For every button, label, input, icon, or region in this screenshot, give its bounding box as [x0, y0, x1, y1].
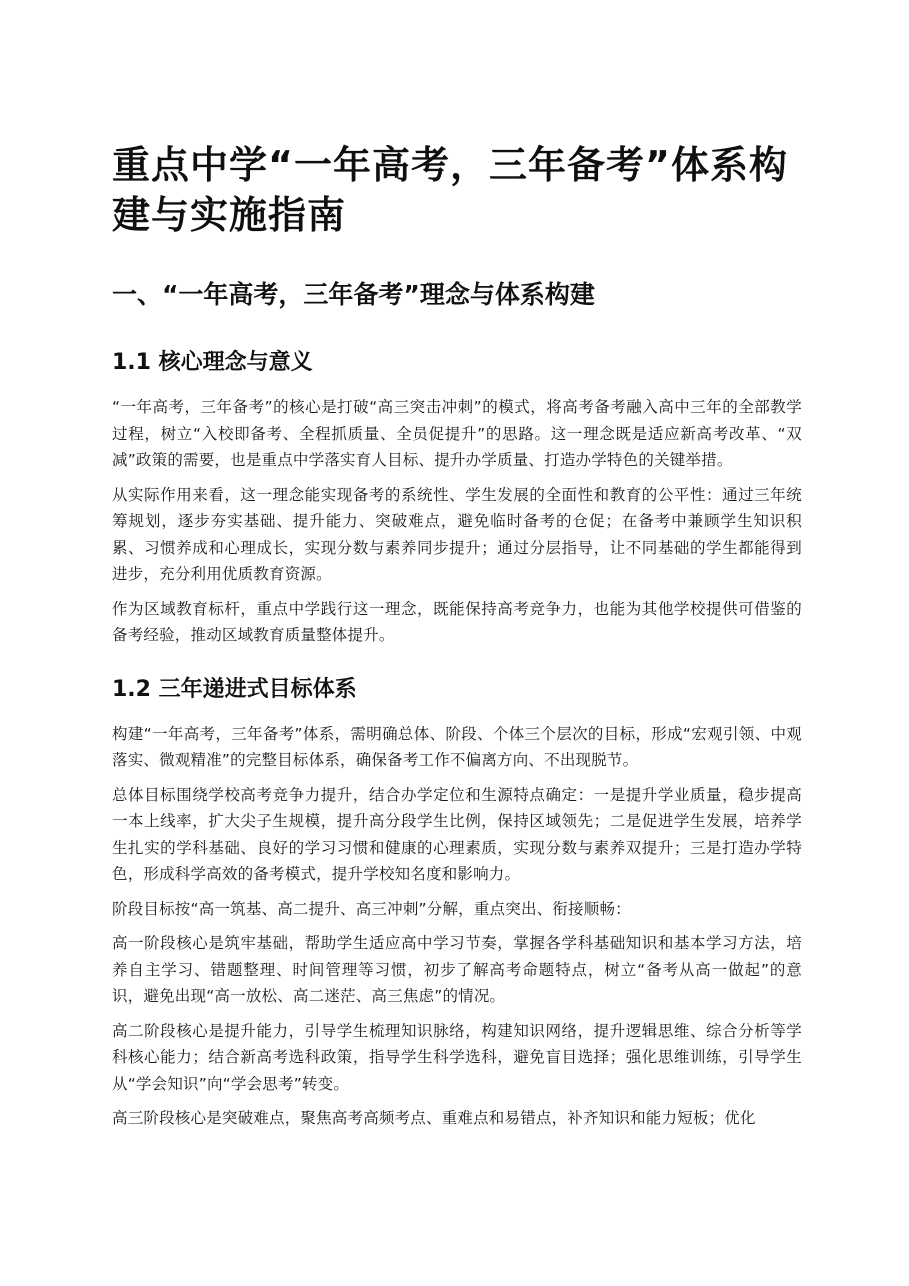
section-heading-1: 一、“一年高考，三年备考”理念与体系构建	[112, 280, 595, 309]
paragraph: “一年高考，三年备考”的核心是打破“高三突击冲刺”的模式，将高考备考融入高中三年的全部教学过程，树立“入校即备考、全程抓质量、全员促提升”的思路。这一理念既是适应新高考改革、“双减”政策的需要，也是重点中学落实育人目标、提升办学质量、打造办学特色的关键举措。	[112, 398, 802, 469]
paragraph: 高一阶段核心是筑牢基础，帮助学生适应高中学习节奏，掌握各学科基础知识和基本学习方法，培养自主学习、错题整理、时间管理等习惯，初步了解高考命题特点，树立“备考从高一做起”的意识，避免出现“高一放松、高二迷茫、高三焦虑”的情况。	[112, 934, 802, 1005]
paragraph: 作为区域教育标杆，重点中学践行这一理念，既能保持高考竞争力，也能为其他学校提供可借鉴的备考经验，推动区域教育质量整体提升。	[112, 599, 802, 644]
subsection-heading-1-1: 1.1 核心理念与意义	[112, 350, 313, 375]
paragraph: 构建“一年高考，三年备考”体系，需明确总体、阶段、个体三个层次的目标，形成“宏观引领、中观落实、微观精准”的完整目标体系，确保备考工作不偏离方向、不出现脱节。	[112, 724, 802, 769]
subsection-heading-1-2: 1.2 三年递进式目标体系	[112, 676, 357, 702]
document-title: 重点中学“一年高考，三年备考”体系构建与实施指南	[112, 143, 788, 237]
document-page	[112, 140, 802, 1132]
paragraph: 高三阶段核心是突破难点，聚焦高考高频考点、重难点和易错点，补齐知识和能力短板；优化	[112, 1109, 756, 1127]
paragraph: 高二阶段核心是提升能力，引导学生梳理知识脉络，构建知识网络，提升逻辑思维、综合分析等学科核心能力；结合新高考选科政策，指导学生科学选科，避免盲目选择；强化思维训练，引导学生从“学会知识”向“学会思考”转变。	[112, 1021, 802, 1093]
paragraph: 从实际作用来看，这一理念能实现备考的系统性、学生发展的全面性和教育的公平性：通过三年统筹规划，逐步夯实基础、提升能力、突破难点，避免临时备考的仓促；在备考中兼顾学生知识积累、习惯养成和心理成长，实现分数与素养同步提升；通过分层指导，让不同基础的学生都能得到进步，充分利用优质教育资源。	[112, 485, 802, 583]
paragraph: 阶段目标按“高一筑基、高二提升、高三冲刺”分解，重点突出、衔接顺畅：	[112, 899, 631, 918]
paragraph: 总体目标围绕学校高考竞争力提升，结合办学定位和生源特点确定：一是提升学业质量，稳步提高一本上线率，扩大尖子生规模，提升高分段学生比例，保持区域领先；二是促进学生发展，培养学生扎实的学科基础、良好的学习习惯和健康的心理素质，实现分数与素养双提升；三是打造办学特色，形成科学高效的备考模式，提升学校知名度和影响力。	[112, 785, 802, 883]
